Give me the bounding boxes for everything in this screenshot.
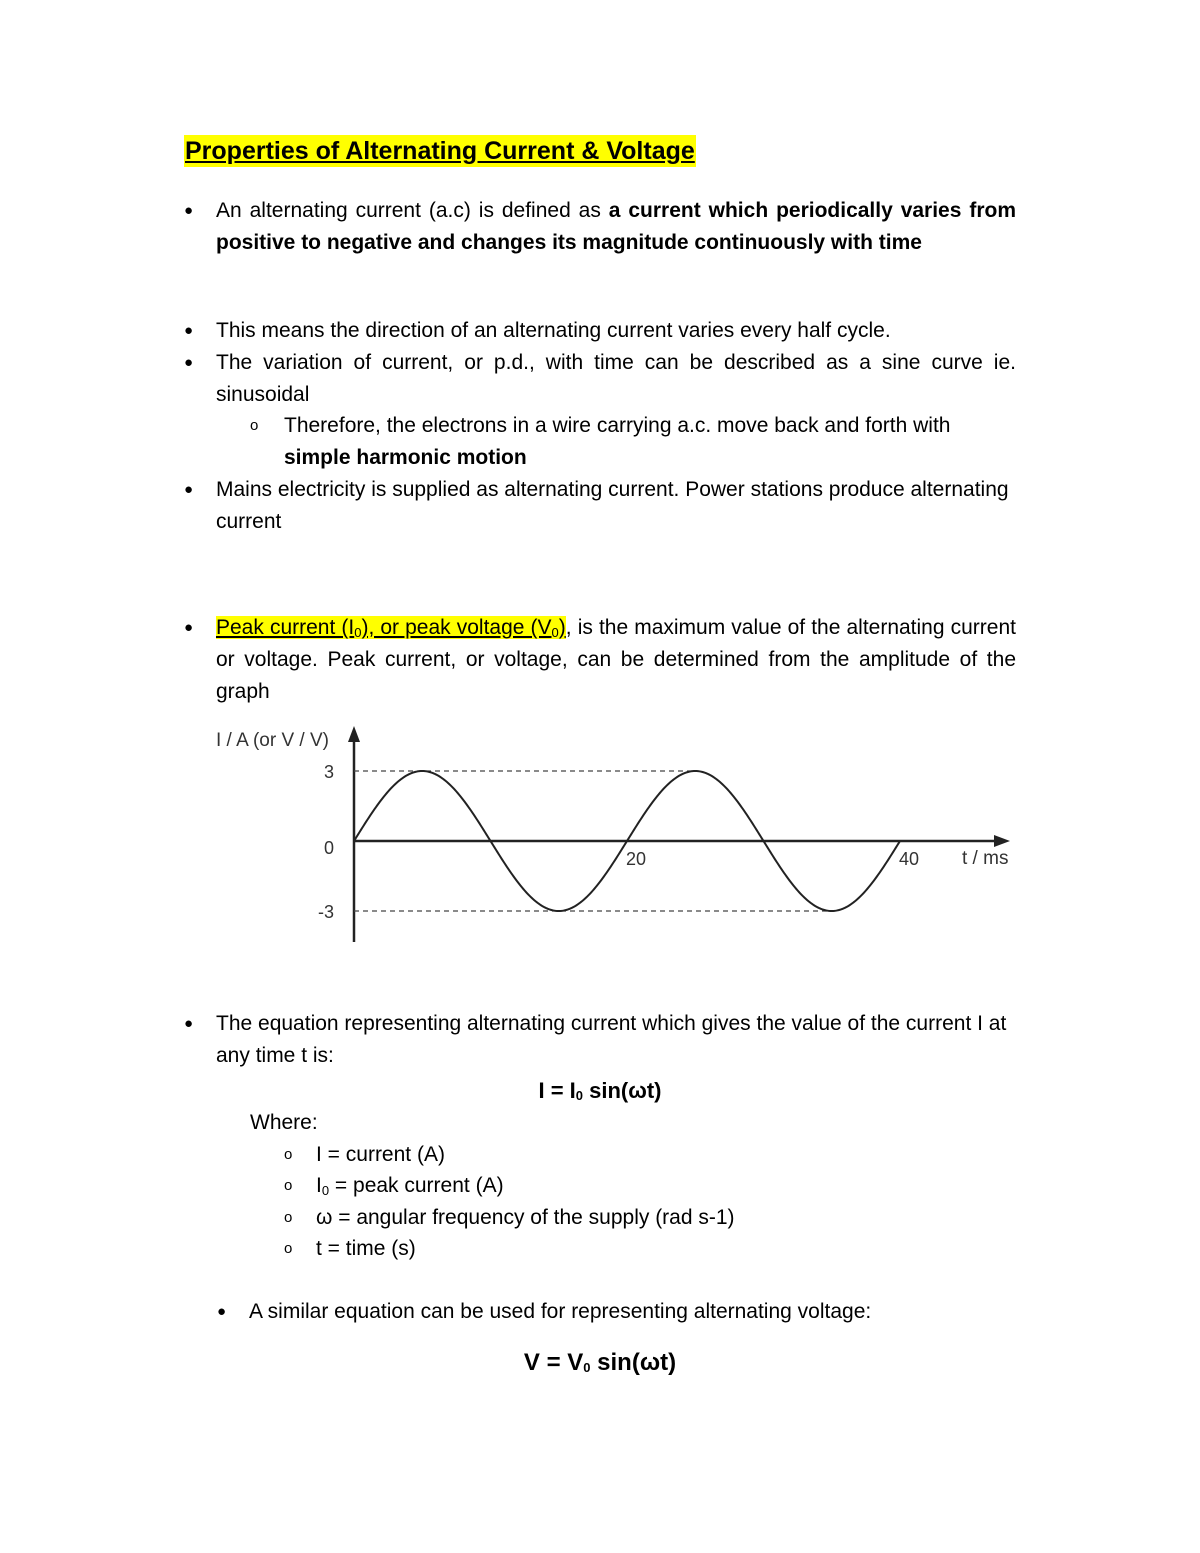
bullet-icon: ● [217,1303,227,1320]
bullet-icon: ● [184,322,194,339]
bullet-icon: ● [184,481,194,498]
subscript-zero: 0 [583,1360,591,1375]
def-omega: ω = angular frequency of the supply (rad s-1) [316,1206,735,1229]
peak-text-rest: , is the maximum value of the alternating current or voltage. Peak current, or voltage, can be determined from the amplitude of the graph [216,616,1016,703]
peak-current-label: Peak current (I [216,616,355,639]
voltage-equation-lhs: V = V [523,1349,584,1376]
ac-definition-prefix: An alternating current (a.c) is defined as [216,199,609,222]
x-tick-label: 40 [899,849,920,869]
peak-highlight-end: ) [558,616,566,639]
shm-bold: simple harmonic motion [284,446,527,469]
subscript-zero: 0 [321,1183,330,1198]
x-axis-arrowhead [994,835,1010,847]
peak-voltage-label: ), or peak voltage (V [361,616,552,639]
subscript-zero: 0 [354,625,362,640]
sub-bullet-icon: o [284,1146,293,1163]
y-tick-label: -3 [317,902,334,922]
direction-text: This means the direction of an alternating current varies every half cycle. [216,319,891,342]
where-label: Where: [250,1111,318,1134]
bullet-icon: ● [184,619,194,636]
y-axis-label: I / A (or V / V) [216,730,329,751]
similar-equation-text: A similar equation can be used for representing alternating voltage: [249,1300,872,1323]
equation-intro: The equation representing alternating current which gives the value of the current I at any time t is: [216,1012,1007,1067]
electrons-text-prefix: Therefore, the electrons in a wire carrying a.c. move back and forth with [284,414,951,437]
def-current: I = current (A) [316,1143,445,1166]
voltage-equation [400,1346,800,1385]
x-tick-label: 20 [626,849,647,869]
sub-bullet-icon: o [284,1209,293,1226]
mains-text: Mains electricity is supplied as alternating current. Power stations produce alternating current [216,478,1009,533]
subscript-zero: 0 [551,625,559,640]
bullet-icon: ● [184,202,194,219]
def-peak-rest: = peak current (A) [329,1174,504,1197]
variation-text: The variation of current, or p.d., with time can be described as a sine curve ie. sinusoidal [216,351,1016,406]
ac-definition [216,195,1016,259]
current-equation-lhs: I = I [538,1078,576,1103]
x-tick-labels [626,849,919,869]
electrons-text [284,410,1004,474]
def-peak-current [316,1170,504,1202]
sub-bullet-icon: o [250,417,259,434]
bullet-icon: ● [184,354,194,371]
ac-definition-bold: a current which periodically varies from positive to negative and changes its magnitude continuously with time [216,199,1016,254]
bullet-icon: ● [184,1015,194,1032]
def-time: t = time (s) [316,1237,416,1260]
voltage-equation-rhs: sin(ωt) [590,1349,677,1376]
sub-bullet-icon: o [284,1177,293,1194]
y-tick-labels [318,762,334,922]
y-tick-label: 0 [323,838,334,858]
peak-highlight [216,616,566,639]
y-axis-arrowhead [348,726,360,742]
peak-text [216,612,1016,708]
subscript-zero: 0 [575,1088,584,1103]
y-tick-label: 3 [323,762,334,782]
sub-bullet-icon: o [284,1240,293,1257]
def-peak-i: I [316,1174,322,1197]
current-equation-rhs: sin(ωt) [583,1078,662,1103]
page-title: Properties of Alternating Current & Voltage [185,137,695,165]
current-equation [400,1076,800,1111]
sine-wave-graph [200,720,1020,950]
x-axis-label: t / ms [962,848,1009,869]
